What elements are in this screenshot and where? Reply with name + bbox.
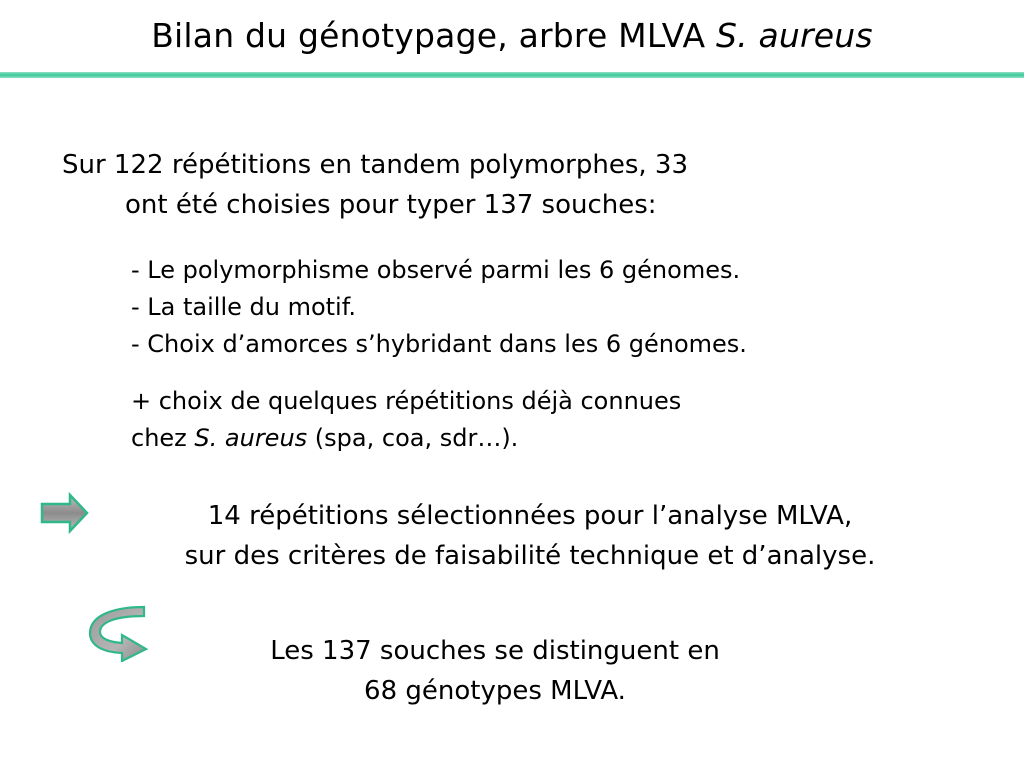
selected-repeats xyxy=(0,496,1024,576)
title-divider xyxy=(0,72,1024,78)
extra-line-1: + choix de quelques répétitions déjà connues xyxy=(131,387,682,415)
selected-line-2: sur des critères de faisabilité technique et d’analyse. xyxy=(184,541,876,571)
extra-suffix: (spa, coa, sdr…). xyxy=(307,424,519,452)
extra-species: S. aureus xyxy=(194,424,308,452)
result-line-2: 68 génotypes MLVA. xyxy=(364,676,626,706)
intro-line-1: Sur 122 répétitions en tandem polymorphes, 33 xyxy=(62,150,688,180)
selected-line-1: 14 répétitions sélectionnées pour l’analyse MLVA, xyxy=(207,501,853,531)
title-main: Bilan du génotypage, arbre MLVA xyxy=(151,16,716,55)
extra-line-2 xyxy=(131,420,681,457)
criteria-item: - La taille du motif. xyxy=(131,293,357,321)
extra-repeats xyxy=(131,383,681,457)
criteria-item: - Choix d’amorces s’hybridant dans les 6 génomes. xyxy=(131,330,747,358)
slide-title xyxy=(0,14,1024,58)
criteria-list xyxy=(131,252,747,363)
result-statement xyxy=(0,631,990,711)
title-species: S. aureus xyxy=(715,16,873,55)
intro-line-2: ont été choisies pour typer 137 souches: xyxy=(125,190,657,220)
result-line-1: Les 137 souches se distinguent en xyxy=(270,636,720,666)
criteria-item: - Le polymorphisme observé parmi les 6 génomes. xyxy=(131,256,741,284)
extra-prefix: chez xyxy=(131,424,195,452)
intro-paragraph xyxy=(62,145,688,225)
